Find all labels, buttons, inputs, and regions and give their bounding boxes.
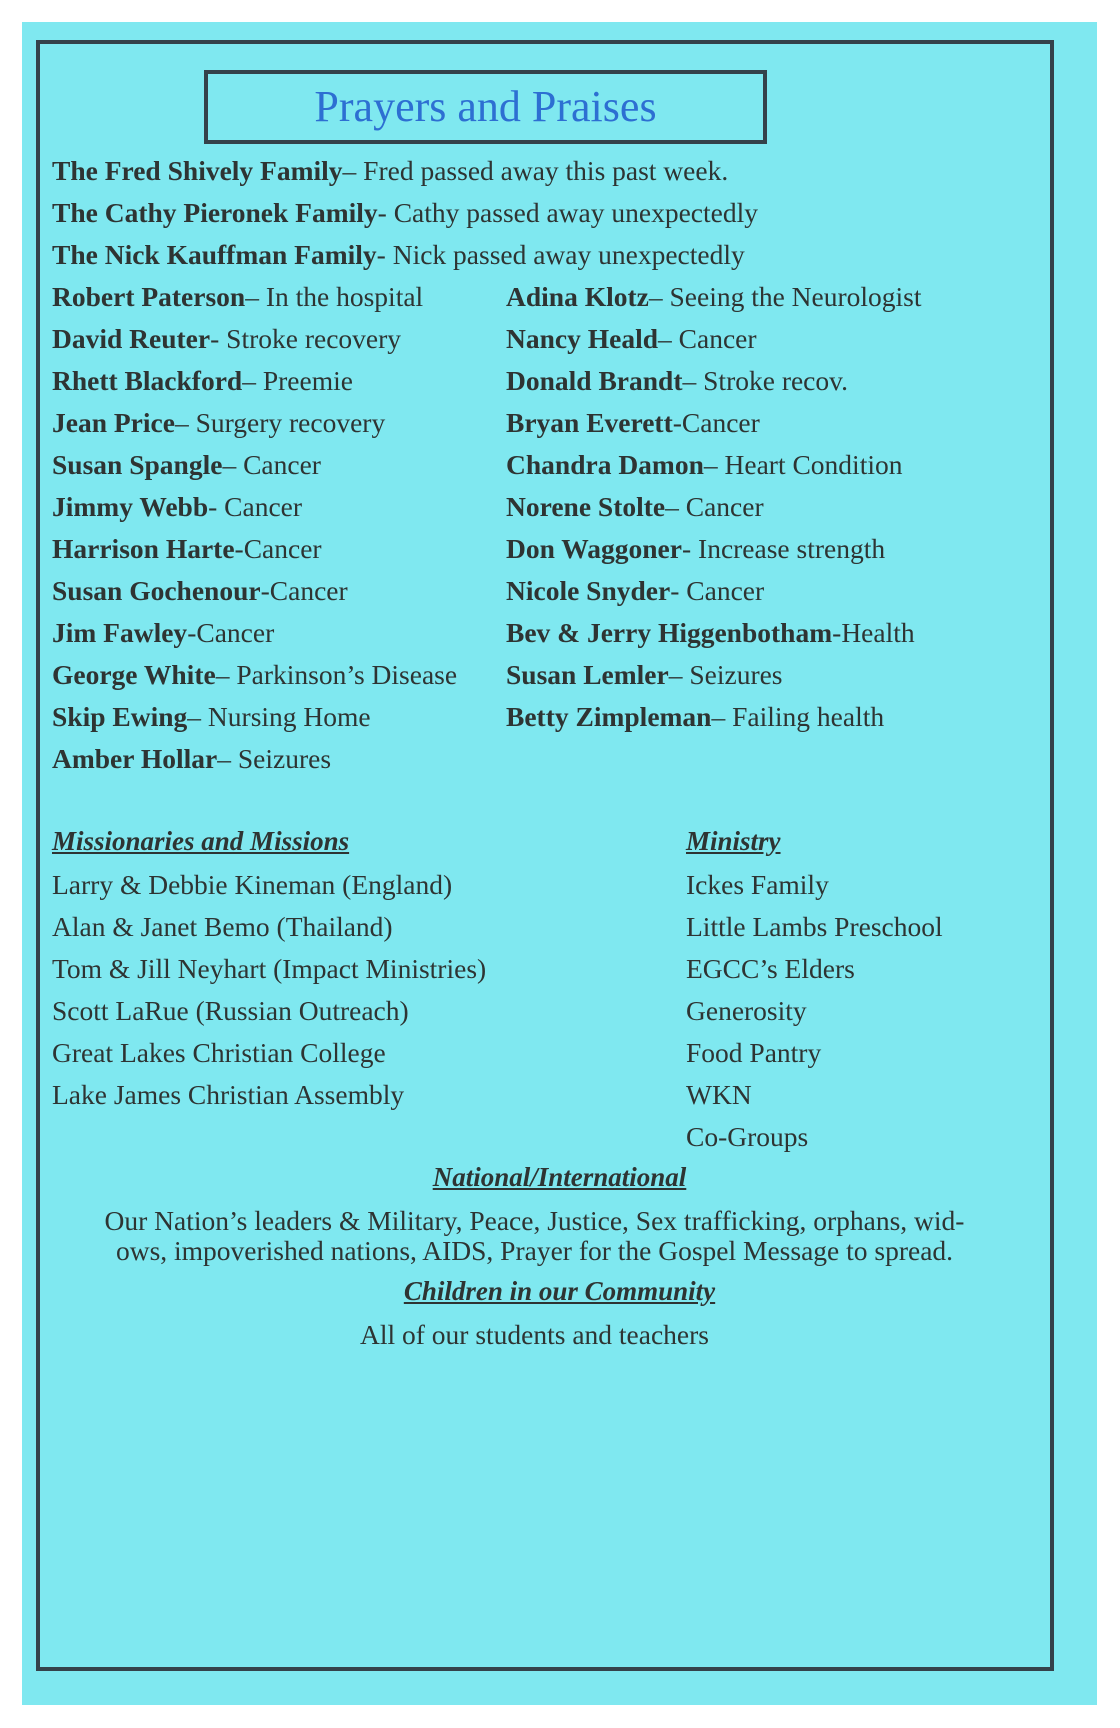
prayer-item: [52, 700, 371, 734]
prayer-item: [506, 532, 885, 566]
separator: –: [217, 743, 238, 774]
mission-item: Tom & Jill Neyhart (Impact Ministries): [52, 953, 487, 984]
prayer-note: Cancer: [686, 575, 765, 606]
prayer-note: Stroke recov.: [703, 365, 848, 396]
prayer-name: Robert Paterson: [52, 281, 246, 312]
prayer-item: [52, 574, 348, 608]
prayer-item: [506, 658, 783, 692]
separator: -: [376, 239, 393, 270]
children-heading: Children in our Community: [403, 1276, 716, 1306]
prayer-name: Susan Spangle: [52, 449, 223, 480]
prayer-item: [506, 700, 884, 734]
prayer-name: Jean Price: [52, 407, 175, 438]
ministry-item: Generosity: [686, 995, 807, 1026]
prayer-note: Cancer: [224, 491, 303, 522]
ministry-item: EGCC’s Elders: [686, 953, 855, 984]
family-name: The Fred Shively Family: [52, 155, 343, 186]
national-text-line-1: Our Nation’s leaders & Military, Peace, Justice, Sex trafficking, orphans, wid-: [104, 1205, 965, 1236]
mission-item: Great Lakes Christian College: [52, 1037, 386, 1068]
prayer-item: [506, 616, 915, 650]
ministry-item: Co-Groups: [686, 1121, 809, 1152]
prayer-item: [52, 406, 385, 440]
title-box: [204, 70, 767, 144]
separator: –: [658, 323, 679, 354]
prayer-note: Cancer: [243, 533, 322, 564]
prayer-item: [52, 532, 322, 566]
prayer-note: Preemie: [262, 365, 353, 396]
prayer-item: [506, 406, 760, 440]
ministry-item: Ickes Family: [686, 869, 829, 900]
family-note: Cathy passed away unexpectedly: [393, 197, 758, 228]
prayer-note: Cancer: [269, 575, 348, 606]
family-line: [52, 238, 745, 272]
prayer-item: [52, 280, 423, 314]
separator: –: [711, 701, 733, 732]
national-heading: National/International: [432, 1162, 687, 1192]
prayer-name: George White: [52, 659, 216, 690]
separator: –: [245, 281, 266, 312]
prayer-note: Cancer: [196, 617, 275, 648]
separator: –: [215, 659, 237, 690]
separator: -: [377, 197, 394, 228]
separator: -: [234, 533, 244, 564]
prayer-item: [52, 448, 321, 482]
prayer-name: Norene Stolte: [506, 491, 666, 522]
prayer-note: In the hospital: [265, 281, 424, 312]
prayer-name: Rhett Blackford: [52, 365, 243, 396]
separator: -: [832, 617, 842, 648]
prayer-name: Nancy Heald: [506, 323, 659, 354]
prayer-name: Bryan Everett: [506, 407, 673, 438]
mission-item: Lake James Christian Assembly: [52, 1079, 405, 1110]
prayer-note: Health: [841, 617, 915, 648]
prayer-item: [506, 364, 848, 398]
separator: –: [222, 449, 244, 480]
prayer-name: David Reuter: [52, 323, 211, 354]
prayer-item: [506, 574, 764, 608]
national-text-line-2: ows, impoverished nations, AIDS, Prayer for the Gospel Message to spread.: [115, 1235, 954, 1266]
separator: –: [682, 365, 704, 396]
prayer-name: Jimmy Webb: [52, 491, 209, 522]
separator: –: [668, 659, 690, 690]
prayer-item: [506, 490, 764, 524]
mission-item: Larry & Debbie Kineman (England): [52, 869, 453, 900]
ministry-item: WKN: [686, 1079, 752, 1110]
prayer-item: [506, 448, 902, 482]
prayer-item: [52, 742, 331, 776]
separator: -: [187, 617, 197, 648]
separator: –: [665, 491, 686, 522]
children-text: All of our students and teachers: [359, 1319, 709, 1350]
prayer-note: Surgery recovery: [195, 407, 386, 438]
prayer-note: Stroke recovery: [226, 323, 402, 354]
prayer-item: [52, 322, 401, 356]
family-line: [52, 154, 728, 188]
family-note: Nick passed away unexpectedly: [392, 239, 745, 270]
prayer-name: Chandra Damon: [506, 449, 704, 480]
prayer-note: Nursing Home: [207, 701, 371, 732]
prayer-name: Donald Brandt: [506, 365, 683, 396]
prayer-name: Susan Gochenour: [52, 575, 261, 606]
prayer-name: Nicole Snyder: [506, 575, 671, 606]
prayer-note: Seeing the Neurologist: [669, 281, 922, 312]
family-note: Fred passed away this past week.: [363, 155, 729, 186]
prayer-note: Failing health: [732, 701, 885, 732]
separator: –: [648, 281, 670, 312]
prayer-name: Jim Fawley: [52, 617, 188, 648]
prayer-item: [52, 616, 274, 650]
prayer-item: [52, 658, 457, 692]
prayer-note: Cancer: [678, 323, 757, 354]
separator: –: [187, 701, 208, 732]
separator: -: [670, 575, 687, 606]
prayer-note: Heart Condition: [724, 449, 903, 480]
prayer-name: Don Waggoner: [506, 533, 682, 564]
family-name: The Cathy Pieronek Family: [52, 197, 378, 228]
prayer-name: Harrison Harte: [52, 533, 235, 564]
prayer-note: Cancer: [681, 407, 760, 438]
prayer-note: Increase strength: [698, 533, 886, 564]
separator: –: [174, 407, 196, 438]
separator: –: [242, 365, 263, 396]
prayer-note: Cancer: [243, 449, 321, 480]
family-line: [52, 196, 758, 230]
prayer-name: Betty Zimpleman: [506, 701, 712, 732]
prayer-item: [506, 322, 757, 356]
mission-item: Alan & Janet Bemo (Thailand): [52, 911, 393, 942]
prayer-note: Seizures: [689, 659, 783, 690]
separator: -: [260, 575, 270, 606]
missions-heading: Missionaries and Missions: [52, 826, 350, 856]
prayer-note: Cancer: [685, 491, 764, 522]
prayer-name: Susan Lemler: [506, 659, 669, 690]
separator: -: [208, 491, 225, 522]
prayer-name: Bev & Jerry Higgenbotham: [506, 617, 833, 648]
prayer-name: Amber Hollar: [52, 743, 218, 774]
prayer-item: [506, 280, 922, 314]
separator: -: [672, 407, 682, 438]
ministry-item: Food Pantry: [686, 1037, 822, 1068]
prayer-note: Seizures: [237, 743, 332, 774]
separator: -: [681, 533, 699, 564]
prayer-name: Skip Ewing: [52, 701, 188, 732]
separator: -: [210, 323, 227, 354]
prayer-item: [52, 490, 302, 524]
ministry-heading: Ministry: [686, 826, 781, 856]
separator: –: [342, 155, 364, 186]
page-title: Prayers and Praises: [314, 82, 657, 131]
prayer-name: Adina Klotz: [506, 281, 649, 312]
prayer-item: [52, 364, 353, 398]
separator: –: [703, 449, 725, 480]
bulletin-page: [22, 22, 1097, 1705]
mission-item: Scott LaRue (Russian Outreach): [52, 995, 409, 1026]
prayer-note: Parkinson’s Disease: [236, 659, 458, 690]
ministry-item: Little Lambs Preschool: [686, 911, 943, 942]
family-name: The Nick Kauffman Family: [52, 239, 377, 270]
